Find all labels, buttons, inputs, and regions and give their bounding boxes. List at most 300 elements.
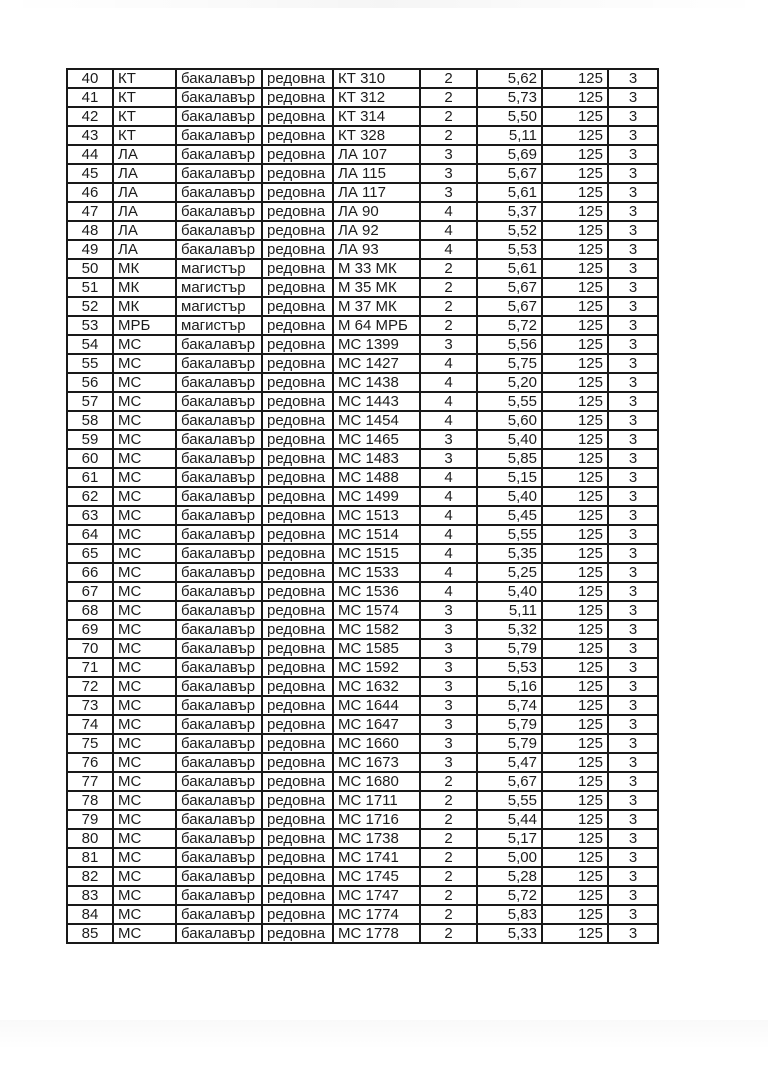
table-row [67,525,658,544]
cell-student-code: МС 1399 [333,335,420,354]
cell-amount: 125 [542,810,608,829]
cell-degree: бакалавър [176,544,262,563]
cell-grade: 5,16 [477,677,542,696]
cell-student-code: МС 1747 [333,886,420,905]
cell-grade: 5,60 [477,411,542,430]
cell-specialty-code: МС [113,354,176,373]
cell-course: 2 [420,69,477,88]
cell-student-code: МС 1533 [333,563,420,582]
cell-degree: магистър [176,316,262,335]
cell-months: 3 [608,677,658,696]
cell-degree: бакалавър [176,354,262,373]
cell-degree: бакалавър [176,715,262,734]
table-row [67,905,658,924]
cell-specialty-code: МС [113,791,176,810]
cell-degree: бакалавър [176,848,262,867]
cell-degree: бакалавър [176,240,262,259]
cell-row-number: 85 [67,924,113,943]
cell-student-code: МС 1499 [333,487,420,506]
cell-degree: бакалавър [176,563,262,582]
cell-study-form: редовна [262,430,333,449]
cell-specialty-code: МС [113,487,176,506]
cell-degree: бакалавър [176,734,262,753]
cell-grade: 5,17 [477,829,542,848]
cell-student-code: КТ 314 [333,107,420,126]
cell-specialty-code: МС [113,449,176,468]
cell-study-form: редовна [262,753,333,772]
cell-amount: 125 [542,506,608,525]
cell-student-code: МС 1745 [333,867,420,886]
cell-row-number: 44 [67,145,113,164]
cell-student-code: МС 1438 [333,373,420,392]
cell-row-number: 74 [67,715,113,734]
cell-row-number: 63 [67,506,113,525]
cell-student-code: МС 1465 [333,430,420,449]
cell-specialty-code: МС [113,848,176,867]
cell-student-code: МС 1513 [333,506,420,525]
cell-row-number: 55 [67,354,113,373]
cell-degree: бакалавър [176,620,262,639]
cell-amount: 125 [542,240,608,259]
cell-specialty-code: ЛА [113,145,176,164]
cell-course: 4 [420,392,477,411]
cell-amount: 125 [542,69,608,88]
cell-student-code: ЛА 90 [333,202,420,221]
cell-row-number: 61 [67,468,113,487]
cell-course: 4 [420,525,477,544]
cell-grade: 5,33 [477,924,542,943]
cell-degree: бакалавър [176,658,262,677]
cell-grade: 5,69 [477,145,542,164]
cell-course: 3 [420,449,477,468]
cell-degree: бакалавър [176,753,262,772]
cell-degree: бакалавър [176,468,262,487]
cell-grade: 5,47 [477,753,542,772]
cell-row-number: 80 [67,829,113,848]
cell-study-form: редовна [262,829,333,848]
cell-amount: 125 [542,449,608,468]
cell-study-form: редовна [262,677,333,696]
cell-months: 3 [608,772,658,791]
table-row [67,924,658,943]
table-row [67,506,658,525]
cell-amount: 125 [542,88,608,107]
cell-amount: 125 [542,373,608,392]
cell-course: 2 [420,259,477,278]
cell-specialty-code: МС [113,905,176,924]
cell-student-code: М 35 МК [333,278,420,297]
cell-study-form: редовна [262,715,333,734]
cell-amount: 125 [542,126,608,145]
cell-row-number: 53 [67,316,113,335]
cell-grade: 5,00 [477,848,542,867]
cell-course: 4 [420,373,477,392]
cell-amount: 125 [542,848,608,867]
cell-row-number: 75 [67,734,113,753]
cell-months: 3 [608,696,658,715]
cell-months: 3 [608,202,658,221]
table-row [67,297,658,316]
cell-degree: бакалавър [176,126,262,145]
cell-months: 3 [608,316,658,335]
cell-amount: 125 [542,734,608,753]
table-row [67,69,658,88]
table-row [67,335,658,354]
table-row [67,392,658,411]
cell-row-number: 81 [67,848,113,867]
grades-table [66,68,659,944]
cell-months: 3 [608,924,658,943]
cell-student-code: МС 1483 [333,449,420,468]
cell-course: 3 [420,753,477,772]
cell-amount: 125 [542,183,608,202]
cell-grade: 5,11 [477,601,542,620]
cell-student-code: МС 1514 [333,525,420,544]
cell-study-form: редовна [262,126,333,145]
cell-grade: 5,40 [477,430,542,449]
cell-grade: 5,53 [477,240,542,259]
cell-row-number: 56 [67,373,113,392]
cell-study-form: редовна [262,202,333,221]
table-row [67,126,658,145]
cell-student-code: МС 1778 [333,924,420,943]
cell-specialty-code: МК [113,259,176,278]
cell-specialty-code: КТ [113,107,176,126]
cell-grade: 5,20 [477,373,542,392]
cell-amount: 125 [542,639,608,658]
cell-months: 3 [608,582,658,601]
cell-grade: 5,45 [477,506,542,525]
cell-specialty-code: МС [113,392,176,411]
cell-row-number: 62 [67,487,113,506]
cell-student-code: МС 1673 [333,753,420,772]
cell-specialty-code: КТ [113,88,176,107]
cell-months: 3 [608,544,658,563]
cell-degree: бакалавър [176,430,262,449]
cell-row-number: 76 [67,753,113,772]
cell-amount: 125 [542,601,608,620]
cell-specialty-code: ЛА [113,202,176,221]
cell-months: 3 [608,658,658,677]
cell-row-number: 48 [67,221,113,240]
cell-row-number: 69 [67,620,113,639]
cell-grade: 5,32 [477,620,542,639]
cell-specialty-code: МС [113,753,176,772]
cell-row-number: 78 [67,791,113,810]
cell-amount: 125 [542,164,608,183]
cell-row-number: 64 [67,525,113,544]
cell-degree: бакалавър [176,772,262,791]
cell-degree: бакалавър [176,810,262,829]
cell-student-code: МС 1536 [333,582,420,601]
cell-amount: 125 [542,563,608,582]
cell-degree: бакалавър [176,696,262,715]
cell-study-form: редовна [262,867,333,886]
cell-degree: бакалавър [176,392,262,411]
cell-study-form: редовна [262,487,333,506]
scan-artifact-bottom [0,1020,768,1050]
cell-study-form: редовна [262,772,333,791]
cell-student-code: ЛА 107 [333,145,420,164]
cell-row-number: 52 [67,297,113,316]
cell-student-code: ЛА 93 [333,240,420,259]
cell-course: 3 [420,715,477,734]
cell-grade: 5,15 [477,468,542,487]
cell-row-number: 60 [67,449,113,468]
cell-student-code: МС 1454 [333,411,420,430]
cell-degree: бакалавър [176,506,262,525]
table-row [67,164,658,183]
cell-student-code: МС 1660 [333,734,420,753]
cell-specialty-code: МС [113,582,176,601]
cell-grade: 5,25 [477,563,542,582]
cell-grade: 5,35 [477,544,542,563]
cell-degree: бакалавър [176,164,262,183]
cell-course: 4 [420,221,477,240]
cell-row-number: 68 [67,601,113,620]
cell-months: 3 [608,905,658,924]
cell-student-code: М 37 МК [333,297,420,316]
cell-specialty-code: МС [113,734,176,753]
cell-grade: 5,53 [477,658,542,677]
table-row [67,810,658,829]
cell-course: 4 [420,544,477,563]
cell-student-code: МС 1632 [333,677,420,696]
cell-amount: 125 [542,392,608,411]
cell-course: 4 [420,582,477,601]
table-row [67,829,658,848]
cell-course: 4 [420,506,477,525]
cell-amount: 125 [542,544,608,563]
cell-row-number: 58 [67,411,113,430]
cell-degree: бакалавър [176,829,262,848]
cell-study-form: редовна [262,848,333,867]
cell-student-code: КТ 328 [333,126,420,145]
cell-specialty-code: МС [113,829,176,848]
cell-amount: 125 [542,658,608,677]
cell-student-code: МС 1741 [333,848,420,867]
cell-study-form: редовна [262,620,333,639]
cell-row-number: 70 [67,639,113,658]
cell-amount: 125 [542,772,608,791]
cell-specialty-code: МК [113,297,176,316]
cell-study-form: редовна [262,107,333,126]
cell-row-number: 79 [67,810,113,829]
cell-study-form: редовна [262,601,333,620]
cell-row-number: 65 [67,544,113,563]
cell-row-number: 41 [67,88,113,107]
cell-course: 2 [420,886,477,905]
cell-specialty-code: МС [113,544,176,563]
cell-study-form: редовна [262,373,333,392]
table-row [67,259,658,278]
cell-amount: 125 [542,791,608,810]
cell-course: 3 [420,639,477,658]
table-row [67,620,658,639]
cell-degree: бакалавър [176,924,262,943]
table-row [67,772,658,791]
table-row [67,696,658,715]
cell-study-form: редовна [262,297,333,316]
table-row [67,354,658,373]
cell-specialty-code: МС [113,563,176,582]
cell-amount: 125 [542,468,608,487]
cell-grade: 5,44 [477,810,542,829]
cell-degree: бакалавър [176,867,262,886]
cell-amount: 125 [542,354,608,373]
cell-grade: 5,28 [477,867,542,886]
cell-course: 3 [420,696,477,715]
cell-amount: 125 [542,829,608,848]
cell-student-code: МС 1585 [333,639,420,658]
cell-degree: бакалавър [176,886,262,905]
cell-months: 3 [608,373,658,392]
cell-study-form: редовна [262,183,333,202]
cell-months: 3 [608,69,658,88]
cell-amount: 125 [542,316,608,335]
cell-months: 3 [608,392,658,411]
cell-course: 2 [420,126,477,145]
cell-grade: 5,85 [477,449,542,468]
cell-amount: 125 [542,221,608,240]
cell-study-form: редовна [262,278,333,297]
cell-amount: 125 [542,753,608,772]
cell-months: 3 [608,848,658,867]
cell-row-number: 66 [67,563,113,582]
cell-grade: 5,72 [477,316,542,335]
cell-student-code: МС 1716 [333,810,420,829]
table-row [67,886,658,905]
table-row [67,183,658,202]
cell-specialty-code: МС [113,335,176,354]
cell-grade: 5,72 [477,886,542,905]
cell-study-form: редовна [262,886,333,905]
cell-specialty-code: ЛА [113,164,176,183]
cell-course: 4 [420,202,477,221]
cell-row-number: 72 [67,677,113,696]
cell-study-form: редовна [262,354,333,373]
cell-months: 3 [608,867,658,886]
cell-row-number: 67 [67,582,113,601]
cell-grade: 5,67 [477,772,542,791]
cell-course: 3 [420,430,477,449]
cell-amount: 125 [542,582,608,601]
cell-degree: магистър [176,278,262,297]
cell-amount: 125 [542,924,608,943]
table-row [67,563,658,582]
cell-amount: 125 [542,905,608,924]
cell-specialty-code: МС [113,810,176,829]
cell-study-form: редовна [262,221,333,240]
cell-months: 3 [608,297,658,316]
cell-months: 3 [608,259,658,278]
cell-months: 3 [608,601,658,620]
cell-row-number: 46 [67,183,113,202]
cell-student-code: МС 1647 [333,715,420,734]
cell-amount: 125 [542,886,608,905]
cell-degree: бакалавър [176,411,262,430]
cell-amount: 125 [542,259,608,278]
cell-months: 3 [608,164,658,183]
cell-amount: 125 [542,411,608,430]
table-row [67,468,658,487]
cell-months: 3 [608,240,658,259]
cell-study-form: редовна [262,392,333,411]
cell-grade: 5,40 [477,582,542,601]
cell-grade: 5,52 [477,221,542,240]
table-row [67,316,658,335]
cell-course: 3 [420,734,477,753]
cell-months: 3 [608,145,658,164]
table-row [67,240,658,259]
cell-row-number: 73 [67,696,113,715]
cell-amount: 125 [542,335,608,354]
cell-degree: бакалавър [176,107,262,126]
table-row [67,449,658,468]
cell-grade: 5,37 [477,202,542,221]
cell-course: 4 [420,487,477,506]
cell-degree: бакалавър [176,905,262,924]
cell-specialty-code: КТ [113,126,176,145]
cell-grade: 5,55 [477,791,542,810]
cell-grade: 5,79 [477,734,542,753]
cell-degree: магистър [176,259,262,278]
cell-amount: 125 [542,202,608,221]
cell-specialty-code: МС [113,639,176,658]
cell-study-form: редовна [262,582,333,601]
cell-course: 3 [420,658,477,677]
cell-study-form: редовна [262,924,333,943]
cell-course: 3 [420,183,477,202]
table-row [67,753,658,772]
cell-course: 2 [420,924,477,943]
cell-course: 4 [420,468,477,487]
cell-study-form: редовна [262,69,333,88]
cell-study-form: редовна [262,145,333,164]
table-row [67,639,658,658]
cell-specialty-code: МРБ [113,316,176,335]
cell-specialty-code: МС [113,696,176,715]
cell-months: 3 [608,449,658,468]
cell-amount: 125 [542,715,608,734]
cell-course: 2 [420,278,477,297]
cell-study-form: редовна [262,810,333,829]
cell-study-form: редовна [262,639,333,658]
table-row [67,791,658,810]
cell-grade: 5,50 [477,107,542,126]
cell-degree: бакалавър [176,145,262,164]
cell-months: 3 [608,734,658,753]
cell-specialty-code: МС [113,715,176,734]
cell-grade: 5,61 [477,183,542,202]
cell-course: 2 [420,829,477,848]
cell-months: 3 [608,107,658,126]
cell-amount: 125 [542,430,608,449]
cell-months: 3 [608,221,658,240]
cell-amount: 125 [542,867,608,886]
table-row [67,544,658,563]
cell-months: 3 [608,506,658,525]
cell-amount: 125 [542,620,608,639]
cell-degree: бакалавър [176,183,262,202]
cell-degree: бакалавър [176,335,262,354]
cell-degree: бакалавър [176,88,262,107]
cell-months: 3 [608,354,658,373]
cell-row-number: 43 [67,126,113,145]
cell-course: 2 [420,848,477,867]
cell-row-number: 49 [67,240,113,259]
cell-study-form: редовна [262,259,333,278]
